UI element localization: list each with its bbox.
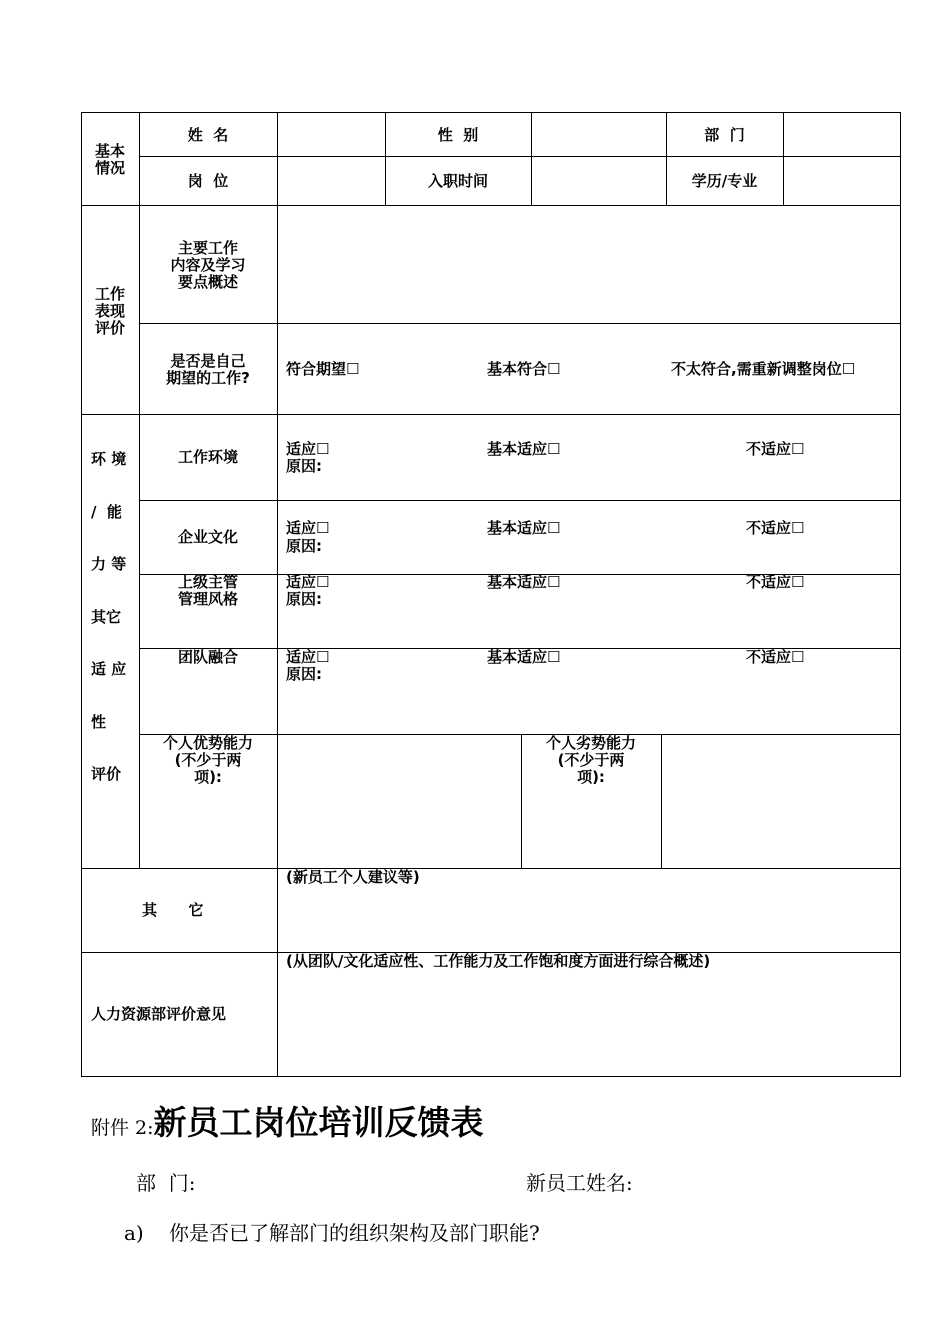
name-field[interactable]	[278, 113, 385, 156]
supervisor-style-label: 上级主管 管理风格	[177, 573, 238, 608]
env-reason-label: 原因:	[286, 457, 322, 475]
table-border-top	[81, 112, 901, 113]
name-label: 姓 名	[187, 126, 229, 144]
option-meets-expectation[interactable]: 符合期望☐	[286, 360, 360, 378]
table-border-left	[81, 112, 82, 1077]
table-line	[81, 414, 901, 415]
table-line	[81, 868, 901, 869]
table-border-bottom	[81, 1076, 901, 1077]
table-line	[139, 323, 901, 324]
footer-department-label: 部 门:	[136, 1171, 196, 1195]
department-field[interactable]	[784, 113, 900, 156]
env-option-adapt[interactable]: 适应☐	[286, 440, 330, 458]
culture-option-basic-adapt[interactable]: 基本适应☐	[487, 519, 561, 537]
footer-department-field[interactable]	[215, 1168, 505, 1198]
hr-evaluation-hint: (从团队/文化适应性、工作能力及工作饱和度方面进行综合概述)	[286, 952, 711, 970]
hr-evaluation-field[interactable]	[278, 972, 900, 1076]
team-option-adapt[interactable]: 适应☐	[286, 648, 330, 666]
weaknesses-label: 个人劣势能力 (不少于两 项):	[545, 734, 636, 786]
team-reason-label: 原因:	[286, 665, 322, 683]
option-basically-meets[interactable]: 基本符合☐	[487, 360, 561, 378]
footer-employee-name-label: 新员工姓名:	[526, 1171, 633, 1195]
position-label: 岗 位	[187, 172, 229, 190]
footer-employee-name-field[interactable]	[650, 1168, 900, 1198]
other-hint: (新员工个人建议等)	[286, 868, 420, 886]
work-summary-field[interactable]	[278, 206, 900, 323]
env-option-basic-adapt[interactable]: 基本适应☐	[487, 440, 561, 458]
question-text: 你是否已了解部门的组织架构及部门职能?	[169, 1221, 540, 1245]
strengths-label: 个人优势能力 (不少于两 项):	[162, 734, 253, 786]
other-label: 其 它	[142, 901, 204, 919]
strengths-field[interactable]	[278, 735, 521, 868]
join-date-label: 入职时间	[427, 172, 488, 190]
team-integration-label: 团队融合	[177, 648, 238, 666]
work-performance-group-label: 工作 表现 评价	[94, 285, 125, 337]
basic-info-group-label: 基本 情况	[94, 142, 125, 177]
supervisor-option-basic-adapt[interactable]: 基本适应☐	[487, 573, 561, 591]
join-date-field[interactable]	[532, 157, 666, 205]
other-field[interactable]	[278, 888, 900, 952]
supervisor-option-adapt[interactable]: 适应☐	[286, 573, 330, 591]
question-marker: a)	[124, 1221, 144, 1245]
table-border-right	[900, 112, 901, 1077]
culture-option-adapt[interactable]: 适应☐	[286, 519, 330, 537]
supervisor-reason-label: 原因:	[286, 590, 322, 608]
position-field[interactable]	[278, 157, 385, 205]
attachment-title: 新员工岗位培训反馈表	[153, 1103, 484, 1142]
corporate-culture-label: 企业文化	[177, 528, 238, 546]
supervisor-option-not-adapt[interactable]: 不适应☐	[746, 573, 805, 591]
weaknesses-field[interactable]	[662, 735, 900, 868]
attachment-prefix: 附件 2:	[91, 1117, 154, 1139]
culture-option-not-adapt[interactable]: 不适应☐	[746, 519, 805, 537]
education-field[interactable]	[784, 157, 900, 205]
job-expectation-label: 是否是自己 期望的工作?	[166, 352, 250, 387]
env-option-not-adapt[interactable]: 不适应☐	[746, 440, 805, 458]
team-option-basic-adapt[interactable]: 基本适应☐	[487, 648, 561, 666]
work-summary-label: 主要工作 内容及学习 要点概述	[170, 239, 246, 291]
department-label: 部 门	[704, 126, 745, 144]
adaptability-group-label: 环 境 / 能 力 等 其它 适 应 性 评价	[91, 450, 127, 783]
team-option-not-adapt[interactable]: 不适应☐	[746, 648, 805, 666]
table-line	[139, 500, 901, 501]
gender-label: 性 别	[437, 126, 479, 144]
hr-evaluation-label: 人力资源部评价意见	[91, 1005, 227, 1023]
option-needs-reassignment[interactable]: 不太符合,需重新调整岗位☐	[671, 360, 856, 378]
education-label: 学历/专业	[691, 172, 758, 190]
work-environment-label: 工作环境	[177, 448, 238, 466]
attachment-heading	[91, 1098, 484, 1154]
culture-reason-label: 原因:	[286, 537, 322, 555]
gender-field[interactable]	[532, 113, 666, 156]
